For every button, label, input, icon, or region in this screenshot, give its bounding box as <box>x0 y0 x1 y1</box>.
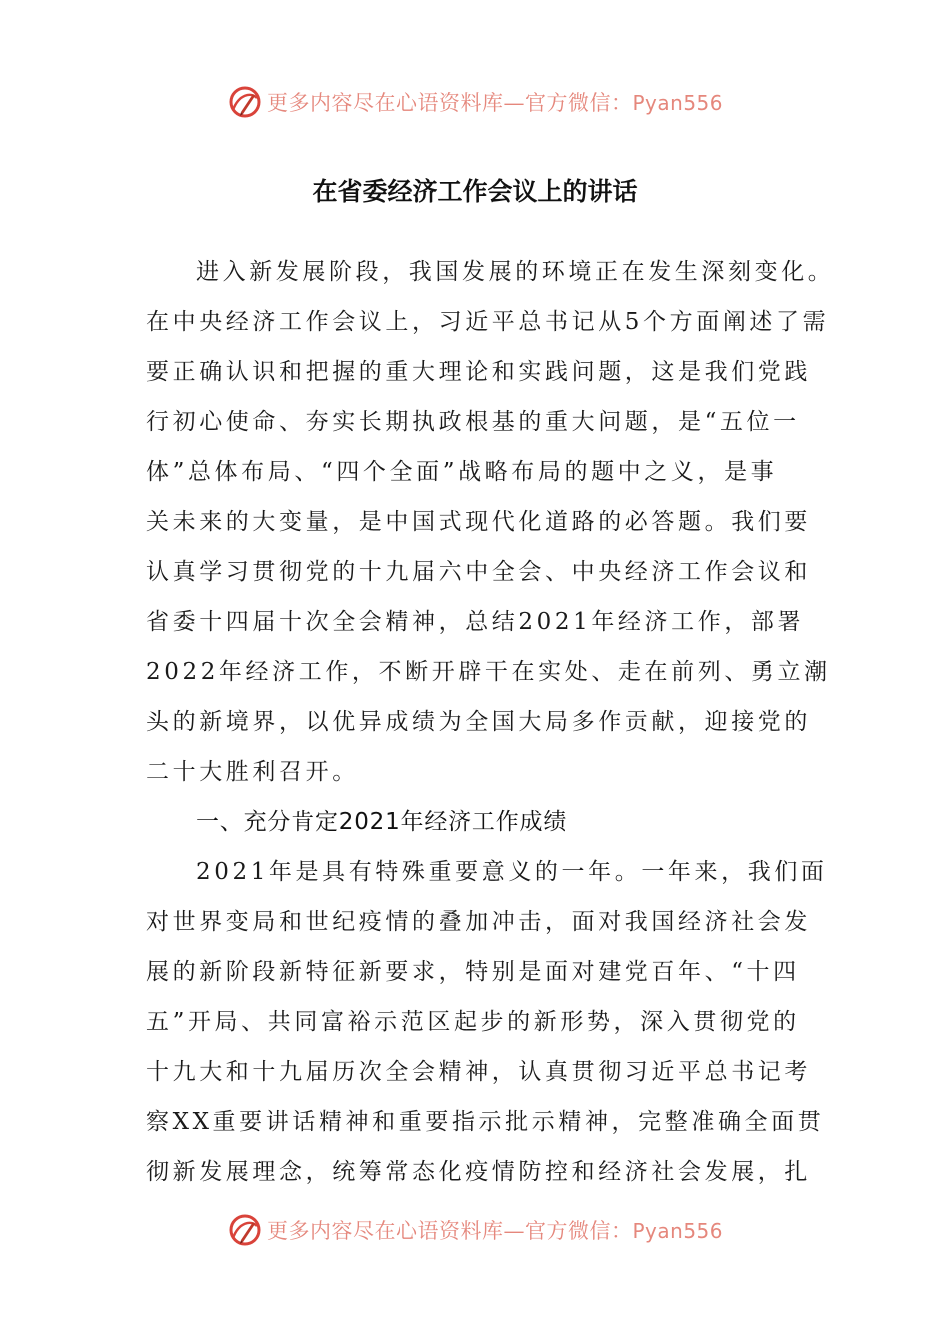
paragraph-line: 省委十四届十次全会精神，总结2021年经济工作，部署 <box>146 609 805 635</box>
paragraph-line: 认真学习贯彻党的十九届六中全会、中央经济工作会议和 <box>146 559 811 585</box>
document-body <box>146 247 835 1197</box>
paragraph-line: 彻新发展理念，统筹常态化疫情防控和经济社会发展，扎 <box>146 1159 811 1185</box>
paragraph-line: 对世界变局和世纪疫情的叠加冲击，面对我国经济社会发 <box>146 909 811 935</box>
paragraph-line: 关未来的大变量，是中国式现代化道路的必答题。我们要 <box>146 509 811 535</box>
paragraph-line: 十九大和十九届历次全会精神，认真贯彻习近平总书记考 <box>146 1059 811 1085</box>
watermark-label: 更多内容尽在心语资料库—官方微信： <box>266 91 633 115</box>
paragraph-line: 2021年是具有特殊重要意义的一年。一年来，我们面 <box>196 859 828 885</box>
watermark-text <box>267 1215 723 1245</box>
watermark-wechat-id: Pyan556 <box>632 91 723 115</box>
header-watermark <box>0 82 950 122</box>
paragraph-line: 进入新发展阶段，我国发展的环境正在发生深刻变化。 <box>196 259 835 285</box>
paragraph-line: 二十大胜利召开。 <box>146 759 359 785</box>
paragraph-line: 五”开局、共同富裕示范区起步的新形势，深入贯彻党的 <box>146 1009 800 1035</box>
paragraph-line: 头的新境界，以优异成绩为全国大局多作贡献，迎接党的 <box>146 709 811 735</box>
paragraph-line: 体”总体布局、“四个全面”战略布局的题中之义，是事 <box>146 459 778 485</box>
paragraph-line: 在中央经济工作会议上，习近平总书记从5个方面阐述了需 <box>146 309 830 335</box>
watermark-wechat-id: Pyan556 <box>632 1219 723 1243</box>
footer-watermark <box>0 1210 950 1250</box>
paragraph-line: 2022年经济工作，不断开辟干在实处、走在前列、勇立潮 <box>146 659 831 685</box>
watermark-label: 更多内容尽在心语资料库—官方微信： <box>266 1219 633 1243</box>
document-title: 在省委经济工作会议上的讲话 <box>312 177 638 206</box>
pen-swirl-logo-icon <box>227 1212 263 1248</box>
paragraph-line: 要正确认识和把握的重大理论和实践问题，这是我们党践 <box>146 359 811 385</box>
section-heading: 一、充分肯定2021年经济工作成绩 <box>196 809 568 835</box>
paragraph-line: 展的新阶段新特征新要求，特别是面对建党百年、“十四 <box>146 959 800 985</box>
watermark-text <box>267 87 723 117</box>
paragraph-line: 察XX重要讲话精神和重要指示批示精神，完整准确全面贯 <box>146 1109 825 1135</box>
pen-swirl-logo-icon <box>227 84 263 120</box>
paragraph-line: 行初心使命、夯实长期执政根基的重大问题，是“五位一 <box>146 409 800 435</box>
